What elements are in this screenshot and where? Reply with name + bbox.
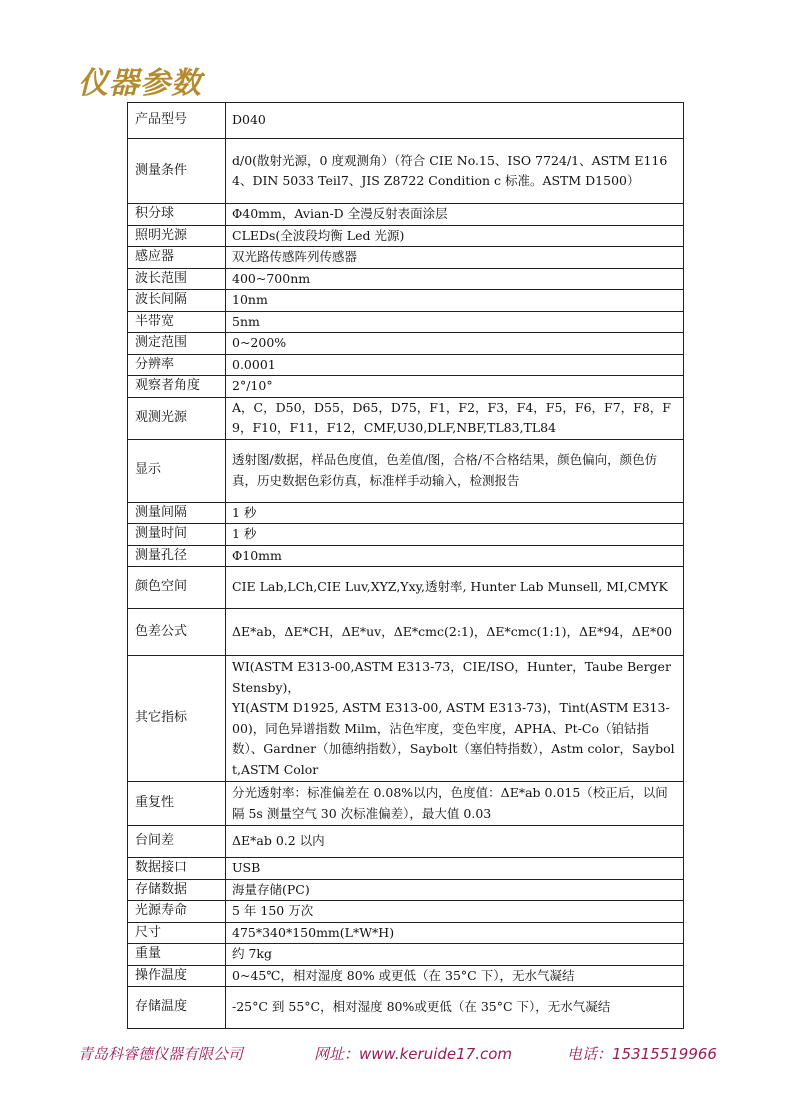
spec-key: 色差公式: [128, 609, 226, 656]
footer-phone: 电话：15315519966: [567, 1045, 717, 1063]
spec-key: 测量时间: [128, 524, 226, 546]
spec-value: d/0(散射光源，0 度观测角）（符合 CIE No.15、ISO 7724/1、ASTM E1164、DIN 5033 Teil7、JIS Z8722 Condition c 标准。ASTM D1500）: [226, 139, 684, 204]
spec-key: 显示: [128, 439, 226, 502]
spec-value: CIE Lab,LCh,CIE Luv,XYZ,Yxy,透射率, Hunter Lab Munsell, MI,CMYK: [226, 567, 684, 609]
table-row: [128, 879, 684, 901]
spec-value: 2°/10°: [226, 376, 684, 398]
table-row: [128, 524, 684, 546]
spec-key: 其它指标: [128, 656, 226, 782]
spec-key: 数据接口: [128, 858, 226, 880]
table-row: [128, 397, 684, 439]
table-row: [128, 204, 684, 226]
spec-key: 半带宽: [128, 311, 226, 333]
spec-key: 感应器: [128, 247, 226, 269]
table-row: [128, 290, 684, 312]
footer-website[interactable]: 网址：www.keruide17.com: [314, 1045, 513, 1063]
table-row: [128, 439, 684, 502]
spec-key: 尺寸: [128, 922, 226, 944]
spec-key: 分辨率: [128, 354, 226, 376]
spec-value: ΔE*ab 0.2 以内: [226, 826, 684, 858]
spec-value: 海量存储(PC): [226, 879, 684, 901]
spec-value: ΔE*ab，ΔE*CH，ΔE*uv，ΔE*cmc(2:1)，ΔE*cmc(1:1)，ΔE*94，ΔE*00: [226, 609, 684, 656]
table-row: [128, 225, 684, 247]
table-row: [128, 333, 684, 355]
spec-value: Φ10mm: [226, 545, 684, 567]
table-row: [128, 944, 684, 966]
table-row: [128, 656, 684, 782]
spec-key: 测定范围: [128, 333, 226, 355]
spec-key: 产品型号: [128, 103, 226, 139]
table-row: [128, 268, 684, 290]
table-row: [128, 103, 684, 139]
spec-value: -25°C 到 55°C，相对湿度 80%或更低（在 35°C 下），无水气凝结: [226, 987, 684, 1029]
spec-value: Φ40mm，Avian-D 全漫反射表面涂层: [226, 204, 684, 226]
spec-key: 台间差: [128, 826, 226, 858]
table-row: [128, 567, 684, 609]
spec-key: 存储数据: [128, 879, 226, 901]
table-row: [128, 247, 684, 269]
spec-key: 观测光源: [128, 397, 226, 439]
spec-key: 重复性: [128, 782, 226, 826]
spec-value: 5nm: [226, 311, 684, 333]
table-row: [128, 858, 684, 880]
spec-value: 0~200%: [226, 333, 684, 355]
spec-value: A，C，D50，D55，D65，D75，F1，F2，F3，F4，F5，F6，F7，F8，F9，F10，F11，F12，CMF,U30,DLF,NBF,TL83,TL84: [226, 397, 684, 439]
table-row: [128, 826, 684, 858]
page-title: 仪器参数: [78, 66, 202, 101]
table-row: [128, 987, 684, 1029]
spec-value: 1 秒: [226, 524, 684, 546]
spec-value: D040: [226, 103, 684, 139]
spec-value: 475*340*150mm(L*W*H): [226, 922, 684, 944]
spec-key: 颜色空间: [128, 567, 226, 609]
spec-value: 约 7kg: [226, 944, 684, 966]
spec-value: 1 秒: [226, 502, 684, 524]
table-row: [128, 354, 684, 376]
spec-key: 波长范围: [128, 268, 226, 290]
spec-key: 存储温度: [128, 987, 226, 1029]
spec-key: 波长间隔: [128, 290, 226, 312]
spec-value: 透射图/数据，样品色度值，色差值/图，合格/不合格结果，颜色偏向，颜色仿真，历史数据色彩仿真，标准样手动输入，检测报告: [226, 439, 684, 502]
table-row: [128, 376, 684, 398]
table-row: [128, 901, 684, 923]
spec-value: 0.0001: [226, 354, 684, 376]
table-row: [128, 782, 684, 826]
table-row: [128, 502, 684, 524]
spec-value: 双光路传感阵列传感器: [226, 247, 684, 269]
spec-value: WI(ASTM E313-00,ASTM E313-73，CIE/ISO，Hunter，Taube Berger Stensby)， YI(ASTM D1925, ASTM E313-00, ASTM E313-73)，Tint(ASTM E313-00)，同色异谱指数 Milm，沾色牢度，变色牢度，APHA、Pt-Co（铂钴指数）、Gardner（加德纳指数），Saybolt（塞伯特指数），Astm color，Saybolt,ASTM Color: [226, 656, 684, 782]
table-row: [128, 139, 684, 204]
table-row: [128, 609, 684, 656]
table-row: [128, 311, 684, 333]
spec-key: 测量间隔: [128, 502, 226, 524]
spec-key: 观察者角度: [128, 376, 226, 398]
spec-key: 积分球: [128, 204, 226, 226]
spec-value: USB: [226, 858, 684, 880]
spec-value: CLEDs(全波段均衡 Led 光源): [226, 225, 684, 247]
table-row: [128, 545, 684, 567]
spec-key: 照明光源: [128, 225, 226, 247]
spec-value: 10nm: [226, 290, 684, 312]
footer-company: 青岛科睿德仪器有限公司: [78, 1045, 244, 1063]
spec-key: 测量条件: [128, 139, 226, 204]
spec-key: 重量: [128, 944, 226, 966]
spec-key: 光源寿命: [128, 901, 226, 923]
table-row: [128, 965, 684, 987]
spec-key: 测量孔径: [128, 545, 226, 567]
spec-key: 操作温度: [128, 965, 226, 987]
spec-value: 5 年 150 万次: [226, 901, 684, 923]
spec-value: 分光透射率：标准偏差在 0.08%以内，色度值：ΔE*ab 0.015（校正后，以间隔 5s 测量空气 30 次标准偏差），最大值 0.03: [226, 782, 684, 826]
table-row: [128, 922, 684, 944]
spec-value: 0~45℃，相对湿度 80% 或更低（在 35°C 下），无水气凝结: [226, 965, 684, 987]
spec-table: [127, 102, 684, 1029]
spec-value: 400~700nm: [226, 268, 684, 290]
